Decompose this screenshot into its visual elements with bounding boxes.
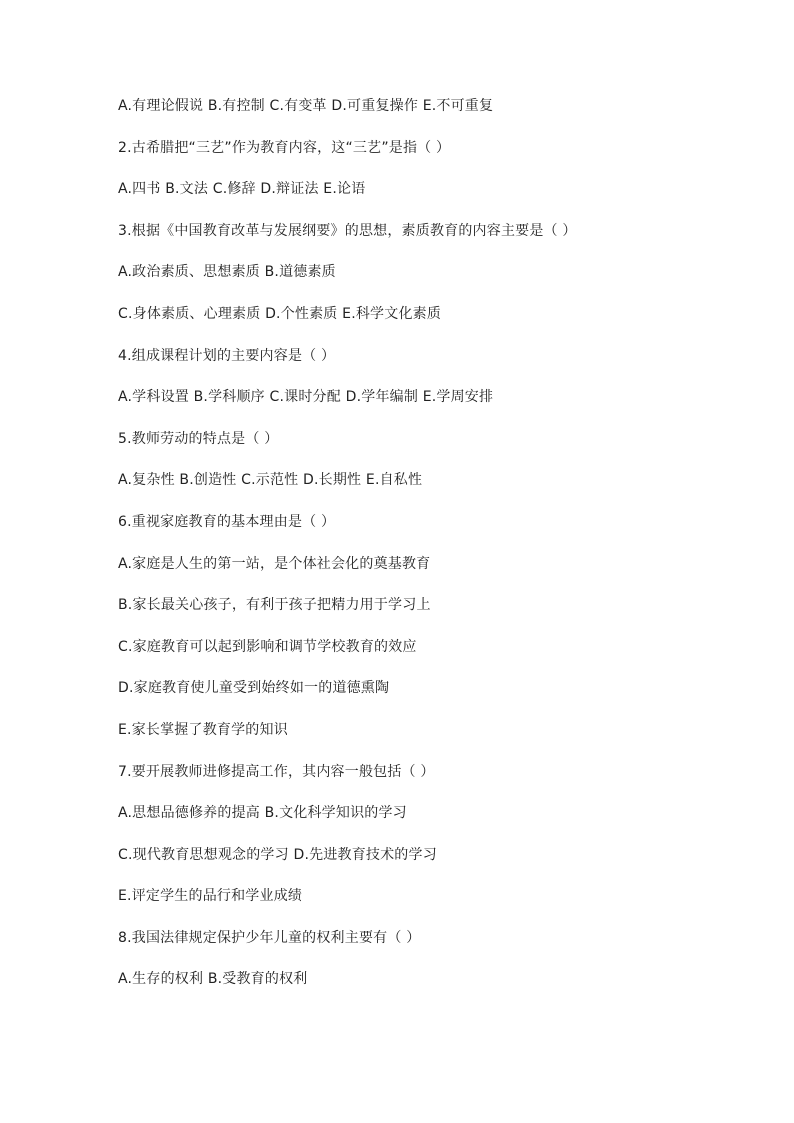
text-line: A.学科设置 B.学科顺序 C.课时分配 D.学年编制 E.学周安排	[118, 389, 494, 406]
text-line: E.家长掌握了教育学的知识	[118, 721, 288, 738]
text-line: C.现代教育思想观念的学习 D.先进教育技术的学习	[118, 846, 437, 863]
text-line: A.思想品德修养的提高 B.文化科学知识的学习	[118, 805, 407, 822]
text-line: C.家庭教育可以起到影响和调节学校教育的效应	[118, 638, 417, 655]
text-line: 7.要开展教师进修提高工作，其内容一般包括（ ）	[118, 763, 435, 780]
text-line: 3.根据《中国教育改革与发展纲要》的思想，素质教育的内容主要是（ ）	[118, 222, 577, 239]
text-line: A.家庭是人生的第一站，是个体社会化的奠基教育	[118, 555, 431, 572]
text-line: A.有理论假说 B.有控制 C.有变革 D.可重复操作 E.不可重复	[118, 98, 494, 114]
text-line: A.政治素质、思想素质 B.道德素质	[118, 264, 336, 281]
text-line: D.家庭教育使儿童受到始终如一的道德熏陶	[118, 680, 390, 697]
text-line: 4.组成课程计划的主要内容是（ ）	[118, 347, 336, 364]
text-line: 5.教师劳动的特点是（ ）	[118, 430, 279, 447]
text-line: 2.古希腊把“三艺”作为教育内容，这“三艺”是指（ ）	[118, 139, 451, 156]
text-line: A.四书 B.文法 C.修辞 D.辩证法 E.论语	[118, 181, 366, 198]
text-line: B.家长最关心孩子，有利于孩子把精力用于学习上	[118, 597, 431, 614]
text-line: 6.重视家庭教育的基本理由是（ ）	[118, 513, 336, 530]
text-line: E.评定学生的品行和学业成绩	[118, 888, 303, 905]
text-line: 8.我国法律规定保护少年儿童的权利主要有（ ）	[118, 929, 421, 946]
text-line: C.身体素质、心理素质 D.个性素质 E.科学文化素质	[118, 305, 442, 322]
text-line: A.复杂性 B.创造性 C.示范性 D.长期性 E.自私性	[118, 472, 423, 489]
question-text-block	[118, 96, 718, 1011]
text-line: A.生存的权利 B.受教育的权利	[118, 971, 308, 988]
